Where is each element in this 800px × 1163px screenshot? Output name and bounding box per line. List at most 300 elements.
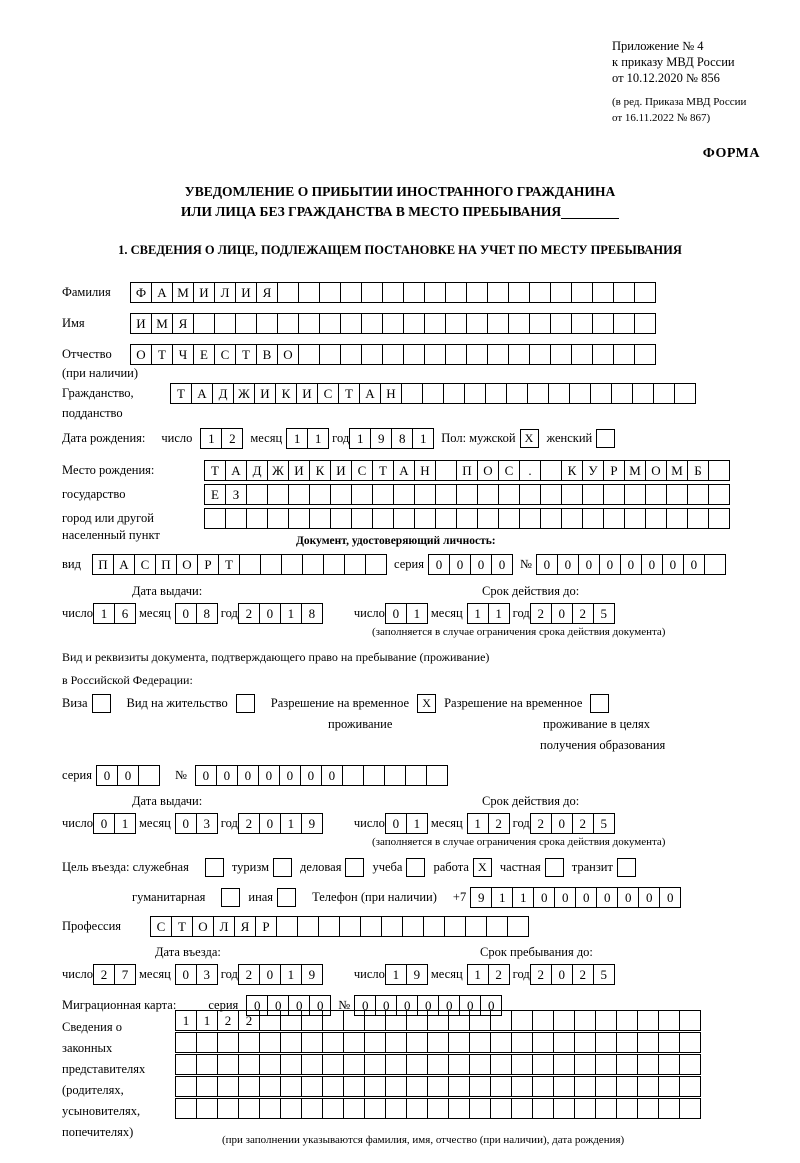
- char-cell[interactable]: [490, 1054, 512, 1075]
- char-cell[interactable]: С: [317, 383, 339, 404]
- char-cell[interactable]: [406, 1076, 428, 1097]
- profession-input[interactable]: [150, 916, 528, 937]
- char-cell[interactable]: 0: [267, 995, 289, 1016]
- char-cell[interactable]: [529, 282, 551, 303]
- char-cell[interactable]: [550, 313, 572, 334]
- char-cell[interactable]: [498, 508, 520, 529]
- char-cell[interactable]: [561, 484, 583, 505]
- char-cell[interactable]: [445, 344, 467, 365]
- char-cell[interactable]: [487, 282, 509, 303]
- char-cell[interactable]: [466, 282, 488, 303]
- char-cell[interactable]: [330, 508, 352, 529]
- char-cell[interactable]: [666, 484, 688, 505]
- char-cell[interactable]: 0: [641, 554, 663, 575]
- char-cell[interactable]: 0: [491, 554, 513, 575]
- char-cell[interactable]: [259, 1098, 281, 1119]
- char-cell[interactable]: 1: [488, 603, 510, 624]
- char-cell[interactable]: К: [561, 460, 583, 481]
- char-cell[interactable]: Т: [204, 460, 226, 481]
- char-cell[interactable]: [323, 554, 345, 575]
- char-cell[interactable]: 0: [536, 554, 558, 575]
- char-cell[interactable]: 1: [467, 603, 489, 624]
- char-cell[interactable]: [288, 484, 310, 505]
- char-cell[interactable]: [634, 344, 656, 365]
- char-cell[interactable]: [138, 765, 160, 786]
- char-cell[interactable]: [571, 313, 593, 334]
- char-cell[interactable]: [393, 508, 415, 529]
- char-cell[interactable]: С: [214, 344, 236, 365]
- doc-series-input[interactable]: [428, 554, 512, 575]
- legal-rep-input-2[interactable]: [175, 1032, 700, 1053]
- char-cell[interactable]: 6: [114, 603, 136, 624]
- char-cell[interactable]: [344, 554, 366, 575]
- char-cell[interactable]: 8: [391, 428, 413, 449]
- entry-month-input[interactable]: [175, 964, 217, 985]
- char-cell[interactable]: [301, 1076, 323, 1097]
- char-cell[interactable]: [435, 484, 457, 505]
- char-cell[interactable]: О: [645, 460, 667, 481]
- char-cell[interactable]: [485, 383, 507, 404]
- char-cell[interactable]: [382, 313, 404, 334]
- char-cell[interactable]: Б: [687, 460, 709, 481]
- char-cell[interactable]: [259, 1076, 281, 1097]
- char-cell[interactable]: [603, 508, 625, 529]
- char-cell[interactable]: А: [393, 460, 415, 481]
- char-cell[interactable]: [704, 554, 726, 575]
- purpose-work-checkbox[interactable]: X: [473, 858, 492, 877]
- char-cell[interactable]: [402, 916, 424, 937]
- char-cell[interactable]: [674, 383, 696, 404]
- char-cell[interactable]: [532, 1054, 554, 1075]
- char-cell[interactable]: [393, 484, 415, 505]
- char-cell[interactable]: 0: [575, 887, 597, 908]
- char-cell[interactable]: П: [155, 554, 177, 575]
- birth-month-input[interactable]: [286, 428, 328, 449]
- char-cell[interactable]: 9: [301, 813, 323, 834]
- char-cell[interactable]: [423, 916, 445, 937]
- char-cell[interactable]: [448, 1076, 470, 1097]
- purpose-other-checkbox[interactable]: [277, 888, 296, 907]
- char-cell[interactable]: [529, 313, 551, 334]
- char-cell[interactable]: М: [666, 460, 688, 481]
- char-cell[interactable]: [196, 1076, 218, 1097]
- char-cell[interactable]: [679, 1032, 701, 1053]
- char-cell[interactable]: [406, 1032, 428, 1053]
- char-cell[interactable]: [343, 1054, 365, 1075]
- char-cell[interactable]: [490, 1076, 512, 1097]
- char-cell[interactable]: [634, 282, 656, 303]
- char-cell[interactable]: И: [330, 460, 352, 481]
- char-cell[interactable]: Е: [193, 344, 215, 365]
- char-cell[interactable]: 2: [572, 603, 594, 624]
- char-cell[interactable]: 2: [488, 813, 510, 834]
- char-cell[interactable]: 1: [467, 964, 489, 985]
- char-cell[interactable]: И: [288, 460, 310, 481]
- char-cell[interactable]: [280, 1010, 302, 1031]
- char-cell[interactable]: [381, 916, 403, 937]
- char-cell[interactable]: [196, 1054, 218, 1075]
- char-cell[interactable]: [624, 508, 646, 529]
- char-cell[interactable]: [540, 484, 562, 505]
- valid-month-input[interactable]: [467, 603, 509, 624]
- char-cell[interactable]: [382, 344, 404, 365]
- char-cell[interactable]: З: [225, 484, 247, 505]
- char-cell[interactable]: [595, 1032, 617, 1053]
- temp-residence-edu-checkbox[interactable]: [590, 694, 609, 713]
- char-cell[interactable]: [372, 484, 394, 505]
- char-cell[interactable]: [351, 484, 373, 505]
- stay-until-day-input[interactable]: [385, 964, 427, 985]
- char-cell[interactable]: 2: [238, 603, 260, 624]
- char-cell[interactable]: 0: [246, 995, 268, 1016]
- char-cell[interactable]: [658, 1098, 680, 1119]
- char-cell[interactable]: С: [134, 554, 156, 575]
- char-cell[interactable]: [592, 313, 614, 334]
- char-cell[interactable]: [708, 484, 730, 505]
- char-cell[interactable]: [490, 1010, 512, 1031]
- char-cell[interactable]: [365, 554, 387, 575]
- char-cell[interactable]: 0: [96, 765, 118, 786]
- char-cell[interactable]: 0: [551, 603, 573, 624]
- legal-rep-input-5[interactable]: [175, 1098, 700, 1119]
- char-cell[interactable]: 8: [196, 603, 218, 624]
- char-cell[interactable]: 0: [551, 813, 573, 834]
- char-cell[interactable]: К: [275, 383, 297, 404]
- char-cell[interactable]: А: [151, 282, 173, 303]
- char-cell[interactable]: [372, 508, 394, 529]
- char-cell[interactable]: 0: [93, 813, 115, 834]
- char-cell[interactable]: [532, 1032, 554, 1053]
- char-cell[interactable]: [511, 1098, 533, 1119]
- char-cell[interactable]: 0: [309, 995, 331, 1016]
- char-cell[interactable]: Ж: [267, 460, 289, 481]
- char-cell[interactable]: [361, 282, 383, 303]
- sex-female-checkbox[interactable]: [596, 429, 615, 448]
- char-cell[interactable]: [340, 344, 362, 365]
- char-cell[interactable]: [553, 1054, 575, 1075]
- char-cell[interactable]: [340, 313, 362, 334]
- char-cell[interactable]: Т: [151, 344, 173, 365]
- char-cell[interactable]: 2: [221, 428, 243, 449]
- char-cell[interactable]: [540, 460, 562, 481]
- char-cell[interactable]: [511, 1054, 533, 1075]
- char-cell[interactable]: 0: [683, 554, 705, 575]
- char-cell[interactable]: [343, 1098, 365, 1119]
- char-cell[interactable]: [385, 1076, 407, 1097]
- legal-rep-input-4[interactable]: [175, 1076, 700, 1097]
- char-cell[interactable]: [364, 1054, 386, 1075]
- char-cell[interactable]: 2: [572, 964, 594, 985]
- char-cell[interactable]: 0: [375, 995, 397, 1016]
- char-cell[interactable]: [679, 1054, 701, 1075]
- char-cell[interactable]: 0: [259, 603, 281, 624]
- char-cell[interactable]: 9: [370, 428, 392, 449]
- char-cell[interactable]: [658, 1010, 680, 1031]
- char-cell[interactable]: [595, 1098, 617, 1119]
- char-cell[interactable]: [550, 282, 572, 303]
- char-cell[interactable]: [708, 460, 730, 481]
- char-cell[interactable]: [486, 916, 508, 937]
- char-cell[interactable]: [634, 313, 656, 334]
- char-cell[interactable]: [301, 1098, 323, 1119]
- purpose-transit-checkbox[interactable]: [617, 858, 636, 877]
- char-cell[interactable]: [217, 1054, 239, 1075]
- char-cell[interactable]: 1: [175, 1010, 197, 1031]
- valid-day-input[interactable]: [385, 603, 427, 624]
- char-cell[interactable]: [246, 484, 268, 505]
- char-cell[interactable]: [506, 383, 528, 404]
- stay-issue-month-input[interactable]: [175, 813, 217, 834]
- char-cell[interactable]: [616, 1010, 638, 1031]
- char-cell[interactable]: [382, 282, 404, 303]
- char-cell[interactable]: А: [191, 383, 213, 404]
- char-cell[interactable]: 0: [596, 887, 618, 908]
- char-cell[interactable]: [637, 1076, 659, 1097]
- char-cell[interactable]: [217, 1032, 239, 1053]
- char-cell[interactable]: 0: [259, 964, 281, 985]
- stay-valid-month-input[interactable]: [467, 813, 509, 834]
- char-cell[interactable]: 1: [93, 603, 115, 624]
- char-cell[interactable]: А: [113, 554, 135, 575]
- char-cell[interactable]: Л: [213, 916, 235, 937]
- char-cell[interactable]: Я: [234, 916, 256, 937]
- char-cell[interactable]: [637, 1032, 659, 1053]
- char-cell[interactable]: 0: [279, 765, 301, 786]
- char-cell[interactable]: Я: [172, 313, 194, 334]
- char-cell[interactable]: [256, 313, 278, 334]
- char-cell[interactable]: [427, 1054, 449, 1075]
- char-cell[interactable]: 0: [551, 964, 573, 985]
- char-cell[interactable]: Т: [218, 554, 240, 575]
- char-cell[interactable]: Н: [380, 383, 402, 404]
- char-cell[interactable]: Р: [603, 460, 625, 481]
- char-cell[interactable]: [204, 508, 226, 529]
- char-cell[interactable]: [217, 1076, 239, 1097]
- stay-until-month-input[interactable]: [467, 964, 509, 985]
- char-cell[interactable]: [679, 1098, 701, 1119]
- char-cell[interactable]: 1: [385, 964, 407, 985]
- stay-number-input[interactable]: [195, 765, 447, 786]
- char-cell[interactable]: [487, 313, 509, 334]
- char-cell[interactable]: [456, 484, 478, 505]
- char-cell[interactable]: В: [256, 344, 278, 365]
- entry-year-input[interactable]: [238, 964, 322, 985]
- char-cell[interactable]: [319, 282, 341, 303]
- char-cell[interactable]: А: [225, 460, 247, 481]
- char-cell[interactable]: [595, 1010, 617, 1031]
- char-cell[interactable]: Я: [256, 282, 278, 303]
- char-cell[interactable]: [414, 484, 436, 505]
- char-cell[interactable]: Ж: [233, 383, 255, 404]
- char-cell[interactable]: 0: [354, 995, 376, 1016]
- char-cell[interactable]: Т: [170, 383, 192, 404]
- char-cell[interactable]: 0: [385, 813, 407, 834]
- char-cell[interactable]: [322, 1098, 344, 1119]
- char-cell[interactable]: [322, 1010, 344, 1031]
- purpose-study-checkbox[interactable]: [406, 858, 425, 877]
- char-cell[interactable]: 1: [280, 964, 302, 985]
- char-cell[interactable]: Ф: [130, 282, 152, 303]
- purpose-tourism-checkbox[interactable]: [273, 858, 292, 877]
- char-cell[interactable]: [259, 1032, 281, 1053]
- char-cell[interactable]: [613, 282, 635, 303]
- char-cell[interactable]: 0: [237, 765, 259, 786]
- char-cell[interactable]: 9: [470, 887, 492, 908]
- char-cell[interactable]: [364, 1010, 386, 1031]
- char-cell[interactable]: [613, 313, 635, 334]
- char-cell[interactable]: [322, 1054, 344, 1075]
- char-cell[interactable]: И: [193, 282, 215, 303]
- char-cell[interactable]: [445, 282, 467, 303]
- char-cell[interactable]: [309, 508, 331, 529]
- char-cell[interactable]: 1: [114, 813, 136, 834]
- char-cell[interactable]: П: [456, 460, 478, 481]
- char-cell[interactable]: [687, 508, 709, 529]
- char-cell[interactable]: [427, 1076, 449, 1097]
- char-cell[interactable]: [280, 1076, 302, 1097]
- char-cell[interactable]: [297, 916, 319, 937]
- char-cell[interactable]: [403, 344, 425, 365]
- char-cell[interactable]: [214, 313, 236, 334]
- purpose-private-checkbox[interactable]: [545, 858, 564, 877]
- char-cell[interactable]: [616, 1076, 638, 1097]
- char-cell[interactable]: [427, 1032, 449, 1053]
- char-cell[interactable]: И: [235, 282, 257, 303]
- char-cell[interactable]: [238, 1076, 260, 1097]
- char-cell[interactable]: 3: [196, 964, 218, 985]
- visa-checkbox[interactable]: [92, 694, 111, 713]
- issue-month-input[interactable]: [175, 603, 217, 624]
- char-cell[interactable]: [225, 508, 247, 529]
- char-cell[interactable]: [259, 1010, 281, 1031]
- char-cell[interactable]: [298, 282, 320, 303]
- char-cell[interactable]: [342, 765, 364, 786]
- char-cell[interactable]: [246, 508, 268, 529]
- char-cell[interactable]: 0: [428, 554, 450, 575]
- citizenship-input[interactable]: [170, 383, 695, 404]
- char-cell[interactable]: 2: [93, 964, 115, 985]
- char-cell[interactable]: [298, 313, 320, 334]
- char-cell[interactable]: [260, 554, 282, 575]
- char-cell[interactable]: [175, 1032, 197, 1053]
- birthplace-input-line-2[interactable]: [204, 484, 729, 505]
- char-cell[interactable]: [532, 1010, 554, 1031]
- char-cell[interactable]: [406, 1010, 428, 1031]
- char-cell[interactable]: 2: [572, 813, 594, 834]
- char-cell[interactable]: [280, 1054, 302, 1075]
- char-cell[interactable]: 0: [459, 995, 481, 1016]
- valid-year-input[interactable]: [530, 603, 614, 624]
- char-cell[interactable]: [469, 1032, 491, 1053]
- char-cell[interactable]: Д: [246, 460, 268, 481]
- char-cell[interactable]: [435, 508, 457, 529]
- char-cell[interactable]: [616, 1054, 638, 1075]
- issue-day-input[interactable]: [93, 603, 135, 624]
- char-cell[interactable]: [448, 1098, 470, 1119]
- residence-permit-checkbox[interactable]: [236, 694, 255, 713]
- char-cell[interactable]: 2: [530, 813, 552, 834]
- char-cell[interactable]: У: [582, 460, 604, 481]
- char-cell[interactable]: 5: [593, 603, 615, 624]
- char-cell[interactable]: 1: [307, 428, 329, 449]
- char-cell[interactable]: [616, 1098, 638, 1119]
- char-cell[interactable]: Т: [235, 344, 257, 365]
- char-cell[interactable]: [571, 282, 593, 303]
- char-cell[interactable]: 0: [258, 765, 280, 786]
- char-cell[interactable]: 0: [216, 765, 238, 786]
- char-cell[interactable]: [645, 484, 667, 505]
- char-cell[interactable]: 0: [288, 995, 310, 1016]
- char-cell[interactable]: [401, 383, 423, 404]
- char-cell[interactable]: 1: [280, 603, 302, 624]
- char-cell[interactable]: [277, 313, 299, 334]
- char-cell[interactable]: [280, 1032, 302, 1053]
- purpose-service-checkbox[interactable]: [205, 858, 224, 877]
- char-cell[interactable]: 0: [175, 603, 197, 624]
- char-cell[interactable]: М: [151, 313, 173, 334]
- char-cell[interactable]: [385, 1098, 407, 1119]
- char-cell[interactable]: [384, 765, 406, 786]
- char-cell[interactable]: [574, 1076, 596, 1097]
- char-cell[interactable]: [637, 1010, 659, 1031]
- name-input[interactable]: [130, 313, 655, 334]
- char-cell[interactable]: [490, 1032, 512, 1053]
- char-cell[interactable]: [238, 1054, 260, 1075]
- char-cell[interactable]: 0: [599, 554, 621, 575]
- char-cell[interactable]: [616, 1032, 638, 1053]
- char-cell[interactable]: 0: [480, 995, 502, 1016]
- char-cell[interactable]: [405, 765, 427, 786]
- char-cell[interactable]: 5: [593, 813, 615, 834]
- char-cell[interactable]: 1: [200, 428, 222, 449]
- legal-rep-input-1[interactable]: [175, 1010, 700, 1031]
- stay-issue-year-input[interactable]: [238, 813, 322, 834]
- birthplace-input-line-3[interactable]: [204, 508, 729, 529]
- char-cell[interactable]: [561, 508, 583, 529]
- char-cell[interactable]: [364, 1076, 386, 1097]
- char-cell[interactable]: 2: [238, 813, 260, 834]
- char-cell[interactable]: 0: [300, 765, 322, 786]
- char-cell[interactable]: 1: [491, 887, 513, 908]
- char-cell[interactable]: [548, 383, 570, 404]
- char-cell[interactable]: [532, 1098, 554, 1119]
- char-cell[interactable]: [508, 282, 530, 303]
- char-cell[interactable]: [238, 1032, 260, 1053]
- char-cell[interactable]: [571, 344, 593, 365]
- char-cell[interactable]: [267, 484, 289, 505]
- char-cell[interactable]: [276, 916, 298, 937]
- stay-until-year-input[interactable]: [530, 964, 614, 985]
- char-cell[interactable]: 1: [349, 428, 371, 449]
- char-cell[interactable]: [624, 484, 646, 505]
- char-cell[interactable]: [658, 1076, 680, 1097]
- char-cell[interactable]: [466, 344, 488, 365]
- char-cell[interactable]: 9: [301, 964, 323, 985]
- char-cell[interactable]: [653, 383, 675, 404]
- char-cell[interactable]: [498, 484, 520, 505]
- char-cell[interactable]: [302, 554, 324, 575]
- char-cell[interactable]: [574, 1032, 596, 1053]
- char-cell[interactable]: [239, 554, 261, 575]
- char-cell[interactable]: [529, 344, 551, 365]
- char-cell[interactable]: 0: [438, 995, 460, 1016]
- char-cell[interactable]: О: [477, 460, 499, 481]
- char-cell[interactable]: 2: [217, 1010, 239, 1031]
- char-cell[interactable]: [277, 282, 299, 303]
- char-cell[interactable]: [361, 344, 383, 365]
- char-cell[interactable]: [553, 1098, 575, 1119]
- char-cell[interactable]: [592, 344, 614, 365]
